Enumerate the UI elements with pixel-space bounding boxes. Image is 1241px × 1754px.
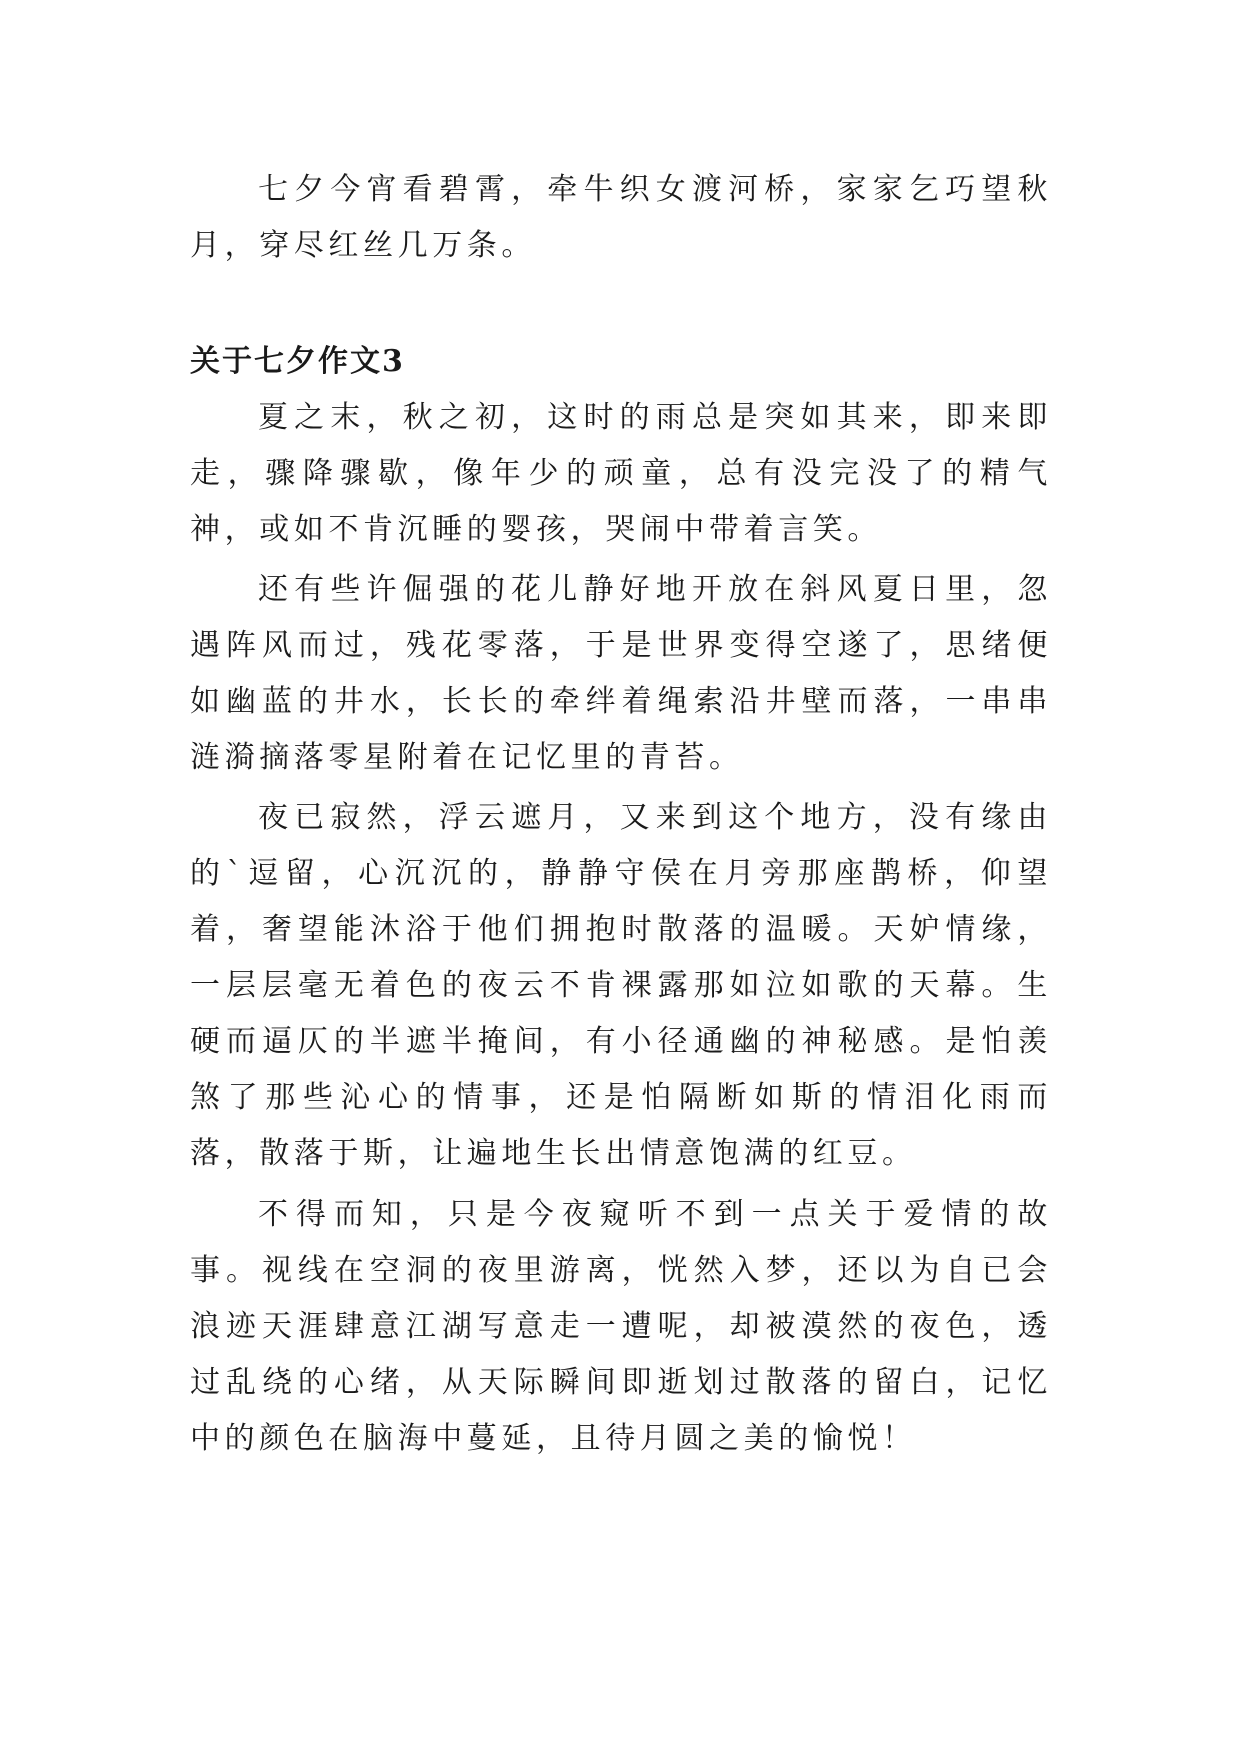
paragraph-2: 还有些许倔强的花儿静好地开放在斜风夏日里，忽遇阵风而过，残花零落，于是世界变得空遂了，思绪便如幽蓝的井水，长长的牵绊着绳索沿井壁而落，一串串涟漪摘落零星附着在记忆里的青苔。 [190, 572, 1052, 775]
paragraph-4: 不得而知，只是今夜窥听不到一点关于爱情的故事。视线在空洞的夜里游离，恍然入梦，还以为自已会浪迹天涯肆意江湖写意走一遭呢，却被漠然的夜色，透过乱绕的心绪，从天际瞬间即逝划过散落的留白，记忆中的颜色在脑海中蔓延，且待月圆之美的愉悦！ [190, 1197, 1052, 1456]
paragraph-1: 夏之末，秋之初，这时的雨总是突如其来，即来即走，骤降骤歇，像年少的顽童，总有没完没了的精气神，或如不肯沉睡的婴孩，哭闹中带着言笑。 [190, 400, 1052, 547]
section-title: 关于七夕作文3 [190, 344, 405, 379]
paragraph-3: 夜已寂然，浮云遮月，又来到这个地方，没有缘由的`逗留，心沉沉的，静静守侯在月旁那座鹊桥，仰望着，奢望能沐浴于他们拥抱时散落的温暖。天妒情缘，一层层毫无着色的夜云不肯裸露那如泣如歌的天幕。生硬而逼仄的半遮半掩间，有小径通幽的神秘感。是怕羡煞了那些沁心的情事，还是怕隔断如斯的情泪化雨而落，散落于斯，让遍地生长出情意饱满的红豆。 [190, 800, 1052, 1171]
poem-paragraph: 七夕今宵看碧霄，牵牛织女渡河桥，家家乞巧望秋月，穿尽红丝几万条。 [190, 172, 1052, 263]
